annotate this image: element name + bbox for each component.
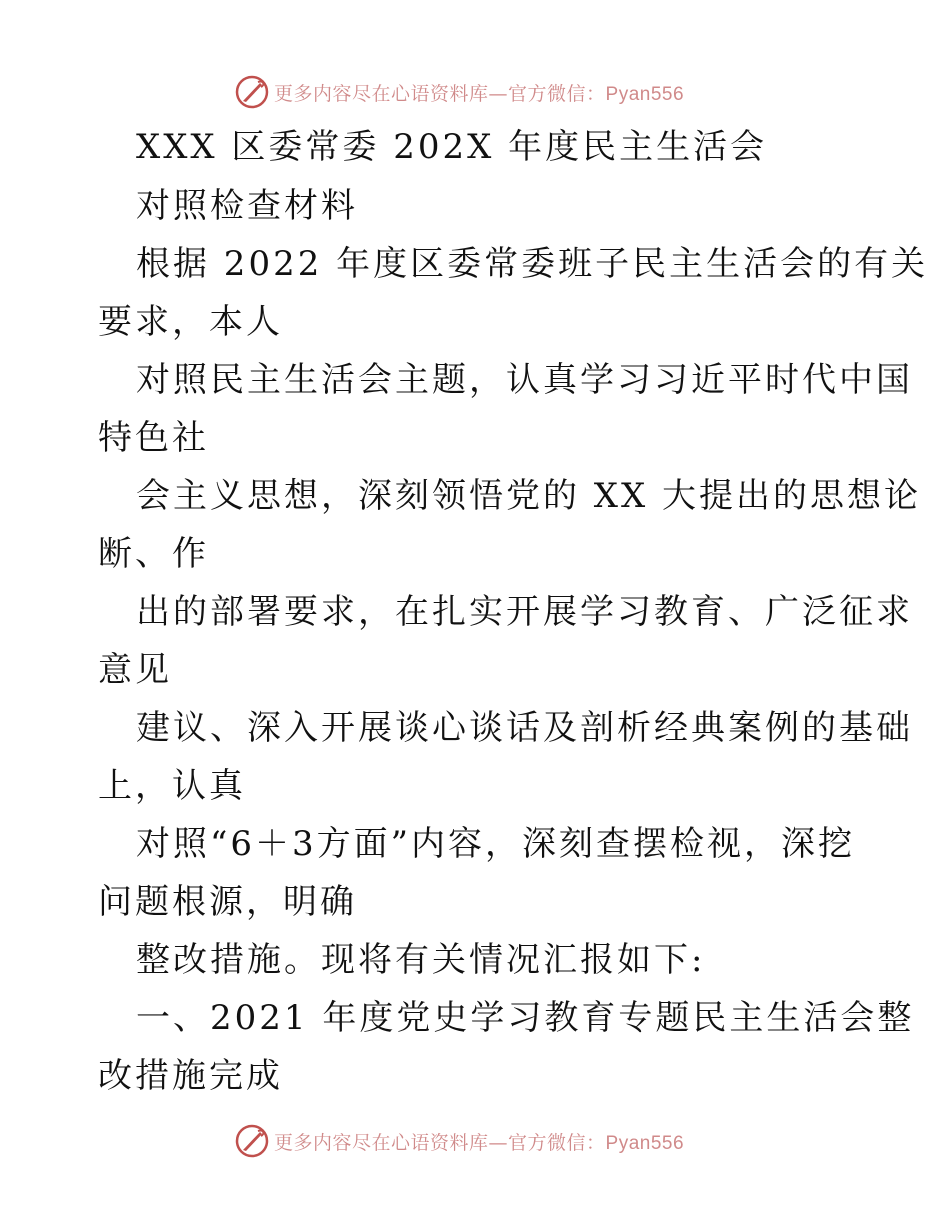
paragraph-line: 对照民主生活会主题，认真学习习近平时代中国 [136,360,913,400]
wechat-id: Pyan556 [605,83,685,105]
paragraph-line: 意见 [98,650,172,690]
watermark-text: 更多内容尽在心语资料库—官方微信：Pyan556 [274,82,685,105]
paragraph-line: 对照“6＋3方面”内容，深刻查摆检视，深挖 [136,824,856,864]
watermark-text: 更多内容尽在心语资料库—官方微信：Pyan556 [274,1131,685,1154]
section-heading-line: 改措施完成 [98,1056,283,1096]
paragraph-line: 要求，本人 [98,302,283,342]
paragraph-line: 建议、深入开展谈心谈话及剖析经典案例的基础 [136,708,913,748]
paragraph-line: 整改措施。现将有关情况汇报如下: [136,940,706,980]
footer-watermark [234,1121,684,1161]
paragraph-line: 断、作 [98,534,209,574]
quill-logo-icon [234,1123,270,1159]
paragraph-line: 根据 2022 年度区委常委班子民主生活会的有关 [136,244,929,284]
paragraph-line: 上，认真 [98,766,246,806]
title-line-1: XXX 区委常委 202X 年度民主生活会 [136,127,768,167]
title-line-2: 对照检查材料 [136,186,358,226]
paragraph-line: 出的部署要求，在扎实开展学习教育、广泛征求 [136,592,913,632]
paragraph-line: 问题根源，明确 [98,882,357,922]
paragraph-line: 会主义思想，深刻领悟党的 XX 大提出的思想论 [136,476,922,516]
wechat-id: Pyan556 [605,1132,685,1154]
paragraph-line: 特色社 [98,418,209,458]
section-heading-line: 一、2021 年度党史学习教育专题民主生活会整 [136,998,915,1038]
